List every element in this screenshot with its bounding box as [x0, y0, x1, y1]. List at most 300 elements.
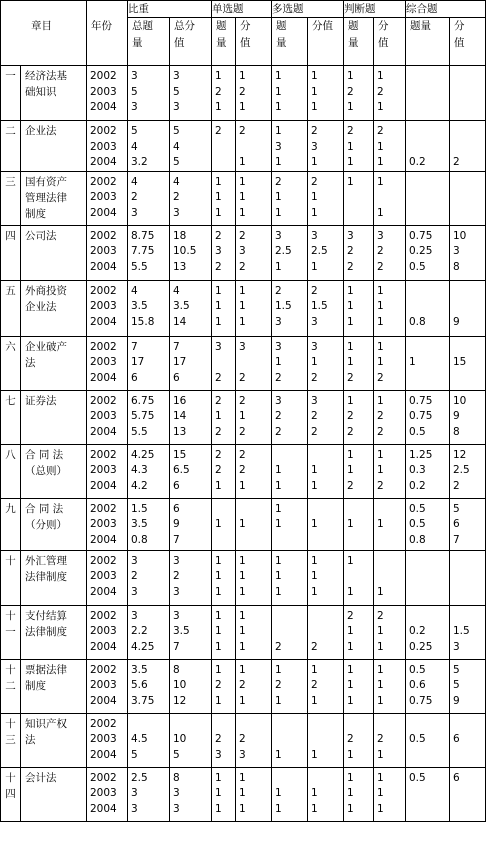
cell-value: 6.5: [173, 464, 190, 476]
data-cell: [406, 171, 450, 225]
cell-value: 1: [215, 175, 222, 188]
cell-value: 0.8: [131, 533, 148, 546]
cell-value: 8: [453, 260, 460, 273]
cell-value: 2: [239, 371, 246, 384]
cell-value: 2: [239, 85, 246, 98]
data-cell: [374, 121, 406, 172]
data-cell: [128, 280, 170, 336]
chapter-name-text: （总则）: [25, 464, 67, 477]
data-cell: [308, 336, 344, 390]
cell-value: [406, 85, 449, 101]
data-cell: [272, 498, 308, 550]
cell-value: 0.8: [409, 315, 426, 328]
cell-value: 10: [173, 679, 187, 691]
cell-value: 1: [347, 140, 354, 153]
cell-value: 3: [311, 229, 318, 242]
data-cell: [170, 498, 212, 550]
cell-value: 4: [131, 140, 138, 153]
cell-value: 1: [347, 625, 354, 637]
cell-value: 1: [215, 315, 222, 328]
cell-value: 5: [173, 85, 180, 98]
cell-value: 2.5: [275, 245, 292, 257]
data-cell: [406, 713, 450, 767]
cell-value: 0.3: [409, 464, 426, 476]
cell-value: 1: [347, 340, 354, 353]
cell-value: 1: [275, 356, 282, 368]
data-cell: [212, 444, 236, 498]
data-cell: [236, 171, 272, 225]
cell-value: 1: [275, 787, 282, 799]
cell-value: [236, 533, 271, 549]
cell-value: 13: [173, 260, 187, 273]
cell-value: 5: [131, 85, 138, 98]
chapter-name-text: 制度: [25, 679, 46, 692]
cell-value: 1: [311, 570, 318, 582]
cell-value: 3: [275, 315, 282, 328]
data-cell: [344, 444, 374, 498]
chapter-number: [1, 605, 21, 659]
cell-value: 3: [311, 315, 318, 328]
chapter-number-text: 八: [5, 448, 16, 461]
cell-value: 2: [275, 425, 282, 438]
chapter-number: [1, 767, 21, 821]
cell-value: 3: [131, 70, 138, 82]
data-cell: [344, 336, 374, 390]
cell-value: 1: [239, 315, 246, 328]
cell-value: 3: [275, 140, 282, 153]
cell-value: 2: [377, 85, 384, 98]
cell-value: 2: [377, 425, 384, 438]
cell-value: [450, 748, 485, 764]
cell-value: [450, 69, 485, 85]
cell-value: [128, 717, 169, 733]
chapter-name: [21, 713, 87, 767]
cell-value: [406, 554, 449, 570]
cell-value: 1: [311, 101, 318, 113]
chapter-number: [1, 225, 21, 280]
chapter-number-text: 十: [5, 663, 16, 676]
data-cell: [170, 767, 212, 821]
cell-value: [450, 585, 485, 601]
chapter-number: [1, 121, 21, 172]
cell-value: 0.5: [409, 663, 426, 676]
cell-value: 2: [377, 410, 384, 422]
cell-value: 2: [215, 425, 222, 438]
cell-value: 4: [173, 175, 180, 188]
cell-value: 3.5: [131, 518, 148, 530]
cell-value: 1: [347, 356, 354, 368]
header-multiple: [272, 1, 344, 18]
data-cell: [170, 66, 212, 121]
cell-value: 6: [173, 502, 180, 515]
data-cell: [450, 550, 486, 605]
year-cell: [87, 121, 128, 172]
data-cell: [272, 66, 308, 121]
chapter-name-text: 企业破产: [25, 340, 67, 353]
chapter-name-text: 管理法律: [25, 191, 67, 204]
cell-value: [450, 175, 485, 191]
header-text: 值: [454, 37, 465, 49]
cell-value: 1: [215, 70, 222, 82]
table-row: [1, 550, 486, 605]
cell-value: 13: [173, 425, 187, 438]
cell-value: 1: [215, 625, 222, 637]
cell-value: 2: [311, 410, 318, 422]
data-cell: [128, 444, 170, 498]
header-text: 量: [132, 37, 143, 49]
cell-value: 0.6: [409, 679, 426, 691]
table-row: [1, 336, 486, 390]
year-cell: [87, 336, 128, 390]
chapter-name: [21, 659, 87, 713]
cell-value: 7: [173, 533, 180, 546]
cell-value: 1: [377, 679, 384, 691]
cell-value: 3: [275, 229, 282, 242]
header-comp-score: [450, 18, 486, 66]
chapter-number: [1, 390, 21, 444]
cell-value: 1: [347, 315, 354, 328]
cell-value: [272, 717, 307, 733]
table-row: [1, 390, 486, 444]
table-row: [1, 66, 486, 121]
cell-value: 10.5: [173, 245, 197, 257]
cell-value: 7: [173, 340, 180, 353]
cell-value: 1: [215, 802, 222, 815]
year-value: 2003: [90, 464, 117, 476]
cell-value: 2: [377, 260, 384, 273]
data-cell: [128, 171, 170, 225]
year-cell: [87, 171, 128, 225]
data-cell: [170, 336, 212, 390]
chapter-name-text: 经济法基: [25, 70, 67, 82]
cell-value: 2: [377, 125, 384, 137]
year-cell: [87, 767, 128, 821]
cell-value: 2.5: [311, 245, 328, 257]
cell-value: 3: [347, 229, 354, 242]
data-cell: [344, 390, 374, 444]
cell-value: 1: [347, 787, 354, 799]
cell-value: 1: [215, 585, 222, 598]
cell-value: 7.75: [131, 245, 155, 257]
cell-value: [406, 175, 449, 191]
cell-value: 1: [239, 70, 246, 82]
cell-value: 1: [347, 156, 354, 168]
chapter-name-text: 合 同 法: [25, 502, 64, 515]
data-cell: [450, 171, 486, 225]
cell-value: 1: [239, 787, 246, 799]
cell-value: 2: [239, 394, 246, 407]
data-cell: [170, 713, 212, 767]
cell-value: 3: [173, 802, 180, 815]
cell-value: 1: [377, 518, 384, 530]
cell-value: 2: [239, 260, 246, 273]
cell-value: 1: [347, 175, 354, 188]
data-cell: [236, 336, 272, 390]
header-total-count: [128, 18, 170, 66]
cell-value: 16: [173, 394, 187, 407]
data-cell: [212, 390, 236, 444]
cell-value: 1: [275, 694, 282, 707]
cell-value: 2: [215, 679, 222, 691]
data-cell: [128, 225, 170, 280]
cell-value: 0.75: [409, 229, 433, 242]
cell-value: 12: [173, 694, 187, 707]
data-cell: [236, 121, 272, 172]
cell-value: 1: [347, 585, 354, 598]
cell-value: 2: [347, 410, 354, 422]
cell-value: 1: [377, 315, 384, 328]
cell-value: [236, 355, 271, 371]
cell-value: 6: [453, 733, 460, 745]
chapter-name-text: 支付结算: [25, 609, 67, 622]
header-single: [212, 1, 272, 18]
cell-value: 1: [347, 663, 354, 676]
cell-value: 1: [275, 554, 282, 567]
data-cell: [272, 444, 308, 498]
cell-value: 2: [275, 175, 282, 188]
cell-value: 2: [311, 640, 318, 653]
year-value: 2004: [90, 585, 117, 598]
cell-value: 2.5: [453, 464, 470, 476]
cell-value: 3: [131, 554, 138, 567]
data-cell: [450, 659, 486, 713]
data-cell: [450, 713, 486, 767]
cell-value: 2: [275, 640, 282, 653]
chapter-number-text: 六: [5, 340, 16, 353]
cell-value: [344, 533, 373, 549]
header-single-score: [236, 18, 272, 66]
cell-value: 2: [311, 679, 318, 691]
cell-value: 7: [131, 340, 138, 353]
data-cell: [450, 444, 486, 498]
chapter-name: [21, 498, 87, 550]
table-row: [1, 605, 486, 659]
cell-value: 4: [173, 284, 180, 297]
header-multiple-score: [308, 18, 344, 66]
cell-value: 1: [275, 191, 282, 203]
data-cell: [374, 171, 406, 225]
chapter-number-text: 三: [5, 175, 16, 188]
cell-value: 1: [275, 570, 282, 582]
cell-value: 1: [311, 748, 318, 761]
cell-value: [344, 206, 373, 222]
cell-value: 0.25: [409, 245, 433, 257]
cell-value: 1: [311, 260, 318, 273]
data-cell: [170, 280, 212, 336]
table-row: [1, 767, 486, 821]
cell-value: 2: [347, 609, 354, 622]
header-text: 题: [348, 20, 359, 32]
year-value: 2003: [90, 85, 117, 98]
year-value: 2002: [90, 502, 117, 515]
cell-value: 3.2: [131, 156, 148, 168]
data-cell: [236, 66, 272, 121]
cell-value: 2: [347, 260, 354, 273]
header-judge-label: 判断题: [344, 3, 376, 15]
cell-value: 1: [215, 554, 222, 567]
data-cell: [212, 225, 236, 280]
year-value: 2002: [90, 340, 117, 353]
cell-value: 3: [377, 229, 384, 242]
cell-value: 1: [347, 70, 354, 82]
cell-value: 2: [131, 191, 138, 203]
data-cell: [272, 225, 308, 280]
cell-value: 9: [453, 410, 460, 422]
cell-value: 2: [377, 245, 384, 257]
data-cell: [374, 550, 406, 605]
year-value: 2004: [90, 640, 117, 653]
cell-value: [406, 802, 449, 818]
cell-value: 1: [275, 85, 282, 98]
data-cell: [450, 66, 486, 121]
cell-value: 0.8: [409, 533, 426, 546]
cell-value: 14: [173, 410, 187, 422]
cell-value: 1: [215, 609, 222, 622]
cell-value: 5: [131, 125, 138, 137]
cell-value: 8: [453, 425, 460, 438]
cell-value: 2: [173, 191, 180, 203]
cell-value: 2: [453, 156, 460, 168]
cell-value: 1: [377, 771, 384, 784]
cell-value: 2: [215, 464, 222, 476]
data-cell: [308, 66, 344, 121]
chapter-number-text: 九: [5, 502, 16, 515]
cell-value: 0.2: [409, 625, 426, 637]
cell-value: 1: [239, 663, 246, 676]
cell-value: 5: [453, 502, 460, 515]
cell-value: 1: [275, 518, 282, 530]
cell-value: 3: [131, 787, 138, 799]
cell-value: 15.8: [131, 315, 155, 328]
cell-value: [374, 190, 405, 206]
data-cell: [308, 713, 344, 767]
data-cell: [128, 550, 170, 605]
chapter-name-text: 法: [25, 733, 36, 746]
cell-value: [272, 533, 307, 549]
data-cell: [406, 336, 450, 390]
cell-value: 3: [453, 245, 460, 257]
chapter-name: [21, 171, 87, 225]
cell-value: 2: [377, 479, 384, 492]
data-cell: [272, 550, 308, 605]
cell-value: 3: [275, 394, 282, 407]
cell-value: 5.6: [131, 679, 148, 691]
header-multiple-count: [272, 18, 308, 66]
cell-value: 2: [311, 125, 318, 137]
cell-value: 2: [347, 733, 354, 745]
chapter-name: [21, 605, 87, 659]
chapter-name-text: 合 同 法: [25, 448, 64, 461]
chapter-name-text: 知识产权: [25, 717, 67, 730]
chapter-name-text: 国有资产: [25, 175, 67, 188]
header-text: 分值: [312, 20, 333, 32]
cell-value: 1: [377, 464, 384, 476]
year-value: 2002: [90, 554, 117, 567]
data-cell: [344, 713, 374, 767]
data-cell: [374, 767, 406, 821]
cell-value: 2: [215, 733, 222, 745]
chapter-name: [21, 767, 87, 821]
data-cell: [170, 550, 212, 605]
data-cell: [374, 498, 406, 550]
data-cell: [406, 66, 450, 121]
year-cell: [87, 498, 128, 550]
data-cell: [406, 390, 450, 444]
data-cell: [236, 659, 272, 713]
cell-value: 0.5: [409, 518, 426, 530]
table-row: [1, 713, 486, 767]
header-judge: [344, 1, 406, 18]
cell-value: 1: [275, 206, 282, 219]
chapter-number-text: 十: [5, 554, 16, 567]
cell-value: [406, 69, 449, 85]
data-cell: [236, 767, 272, 821]
data-cell: [272, 171, 308, 225]
data-cell: [128, 66, 170, 121]
chapter-name: [21, 390, 87, 444]
cell-value: 1.5: [311, 300, 328, 312]
year-value: 2004: [90, 371, 117, 384]
cell-value: 4.5: [131, 733, 148, 745]
data-cell: [212, 171, 236, 225]
cell-value: 1: [311, 85, 318, 98]
data-cell: [170, 605, 212, 659]
cell-value: [406, 190, 449, 206]
cell-value: 1: [215, 694, 222, 707]
cell-value: [272, 624, 307, 640]
year-value: 2004: [90, 694, 117, 707]
header-proportion: [128, 1, 212, 18]
cell-value: [236, 140, 271, 156]
cell-value: [212, 502, 235, 518]
data-cell: [374, 605, 406, 659]
chapter-name-text: 法: [25, 356, 36, 369]
cell-value: [308, 624, 343, 640]
data-cell: [450, 390, 486, 444]
cell-value: 8: [173, 771, 180, 784]
year-value: 2004: [90, 315, 117, 328]
cell-value: 1: [215, 570, 222, 582]
data-cell: [212, 280, 236, 336]
cell-value: 1: [377, 284, 384, 297]
cell-value: 1: [377, 156, 384, 168]
year-cell: [87, 225, 128, 280]
data-cell: [308, 280, 344, 336]
cell-value: 1: [215, 284, 222, 297]
cell-value: 1: [275, 156, 282, 168]
cell-value: 2: [215, 229, 222, 242]
cell-value: 1: [215, 191, 222, 203]
cell-value: [374, 569, 405, 585]
year-value: 2004: [90, 802, 117, 815]
year-cell: [87, 390, 128, 444]
chapter-number-text: 十: [5, 771, 16, 784]
cell-value: 5: [173, 748, 180, 761]
cell-value: 2: [131, 570, 138, 582]
cell-value: 3: [453, 640, 460, 653]
cell-value: 1: [239, 609, 246, 622]
data-cell: [170, 390, 212, 444]
chapter-name: [21, 550, 87, 605]
cell-value: 1: [239, 479, 246, 492]
cell-value: [406, 299, 449, 315]
cell-value: 15: [453, 356, 467, 368]
cell-value: [406, 100, 449, 116]
data-cell: [170, 659, 212, 713]
cell-value: 2: [377, 371, 384, 384]
cell-value: 1: [377, 585, 384, 598]
cell-value: 2: [215, 260, 222, 273]
